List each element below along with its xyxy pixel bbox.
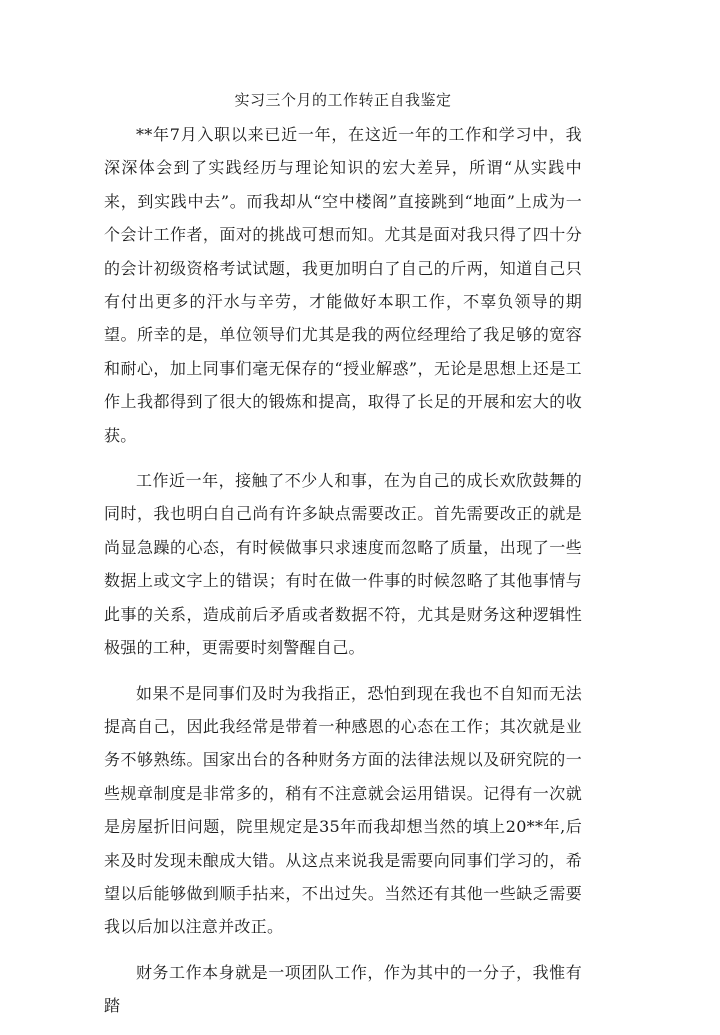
paragraph-4: 财务工作本身就是一项团队工作，作为其中的一分子，我惟有踏	[104, 962, 582, 1016]
document-title: 实习三个月的工作转正自我鉴定	[234, 91, 452, 109]
paragraph-3: 如果不是同事们及时为我指正，恐怕到现在我也不自知而无法提高自己，因此我经常是带着一种感恩的心态在工作；其次就是业务不够熟练。国家出台的各种财务方面的法律法规以及研究院的一些规章制度是非常多的，稍有不注意就会运用错误。记得有一次就是房屋折旧问题，院里规定是35年而我却想当然的填上20**年,后来及时发现未酿成大错。从这点来说我是需要向同事们学习的，希望以后能够做到顺手拈来，不出过失。当然还有其他一些缺乏需要我以后加以注意并改正。	[104, 683, 582, 937]
paragraph-1: **年7月入职以来已近一年，在这近一年的工作和学习中，我深深体会到了实践经历与理论知识的宏大差异，所谓“从实践中来，到实践中去”。而我却从“空中楼阁”直接跳到“地面”上成为一个会计工作者，面对的挑战可想而知。尤其是面对我只得了四十分的会计初级资格考试试题，我更加明白了自己的斤两，知道自己只有付出更多的汗水与辛劳，才能做好本职工作，不辜负领导的期望。所幸的是，单位领导们尤其是我的两位经理给了我足够的宽容和耐心，加上同事们毫无保存的“授业解惑”，无论是思想上还是工作上我都得到了很大的锻炼和提高，取得了长足的开展和宏大的收获。	[104, 125, 582, 445]
paragraph-2: 工作近一年，接触了不少人和事，在为自己的成长欢欣鼓舞的同时，我也明白自己尚有许多缺点需要改正。首先需要改正的就是尚显急躁的心态，有时候做事只求速度而忽略了质量，出现了一些数据上或文字上的错误；有时在做一件事的时候忽略了其他事情与此事的关系，造成前后矛盾或者数据不符，尤其是财务这种逻辑性极强的工种，更需要时刻警醒自己。	[104, 471, 582, 658]
document-page	[104, 88, 582, 1035]
